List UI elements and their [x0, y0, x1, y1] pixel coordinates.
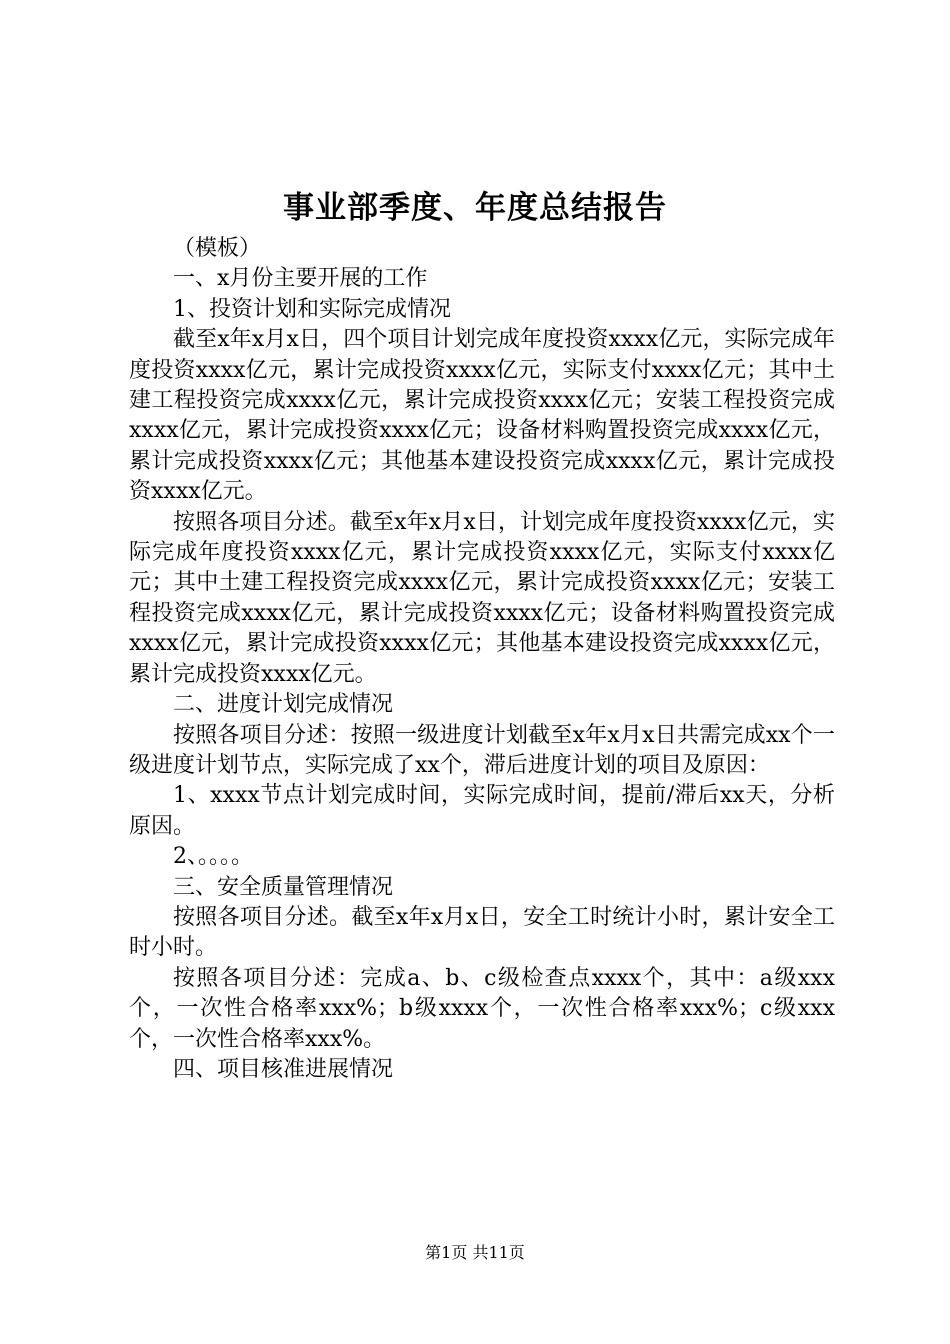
subsection-heading-1-1: 1、投资计划和实际完成情况 [173, 296, 451, 322]
paragraph-safety-hours: 按照各项目分述。截至x年x月x日，安全工时统计小时，累计安全工时小时。 [129, 904, 835, 961]
section-heading-4: 四、项目核准进展情况 [173, 1056, 394, 1082]
document-title: 事业部季度、年度总结报告 [283, 190, 667, 226]
paragraph-investment-summary: 截至x年x月x日，四个项目计划完成年度投资xxxx亿元，实际完成年度投资xxxx亿元，累计完成投资xxxx亿元，实际支付xxxx亿元；其中土建工程投资完成xxxx亿元，累计完成投资xxxx亿元；安装工程投资完成xxxx亿元，累计完成投资xxxx亿元；设备材料购置投资完成xxxx亿元，累计完成投资xxxx亿元；其他基本建设投资完成xxxx亿元，累计完成投资xxxx亿元。 [129, 327, 835, 505]
section-heading-3: 三、安全质量管理情况 [173, 874, 394, 900]
document-body [129, 234, 835, 1085]
list-item-2: 2、。。。。 [173, 844, 253, 870]
page-footer: 第1页 共11页 [425, 1243, 525, 1262]
paragraph-quality-checks: 按照各项目分述：完成a、b、c级检查点xxxx个，其中：a级xxx个，一次性合格率xxx%；b级xxxx个，一次性合格率xxx%；c级xxx个，一次性合格率xxx%。 [129, 965, 835, 1052]
paragraph-investment-by-project: 按照各项目分述。截至x年x月x日，计划完成年度投资xxxx亿元，实际完成年度投资xxxx亿元，累计完成投资xxxx亿元，实际支付xxxx亿元；其中土建工程投资完成xxxx亿元，累计完成投资xxxx亿元；安装工程投资完成xxxx亿元，累计完成投资xxxx亿元；设备材料购置投资完成xxxx亿元，累计完成投资xxxx亿元；其他基本建设投资完成xxxx亿元，累计完成投资xxxx亿元。 [129, 509, 835, 687]
list-item-1: 1、xxxx节点计划完成时间，实际完成时间，提前/滞后xx天，分析原因。 [129, 783, 835, 839]
paragraph-schedule-progress: 按照各项目分述：按照一级进度计划截至x年x月x日共需完成xx个一级进度计划节点，实际完成了xx个，滞后进度计划的项目及原因： [129, 722, 835, 778]
template-note: （模板） [173, 236, 262, 261]
section-heading-2: 二、进度计划完成情况 [173, 692, 394, 718]
section-heading-1: 一、x月份主要开展的工作 [173, 266, 428, 292]
